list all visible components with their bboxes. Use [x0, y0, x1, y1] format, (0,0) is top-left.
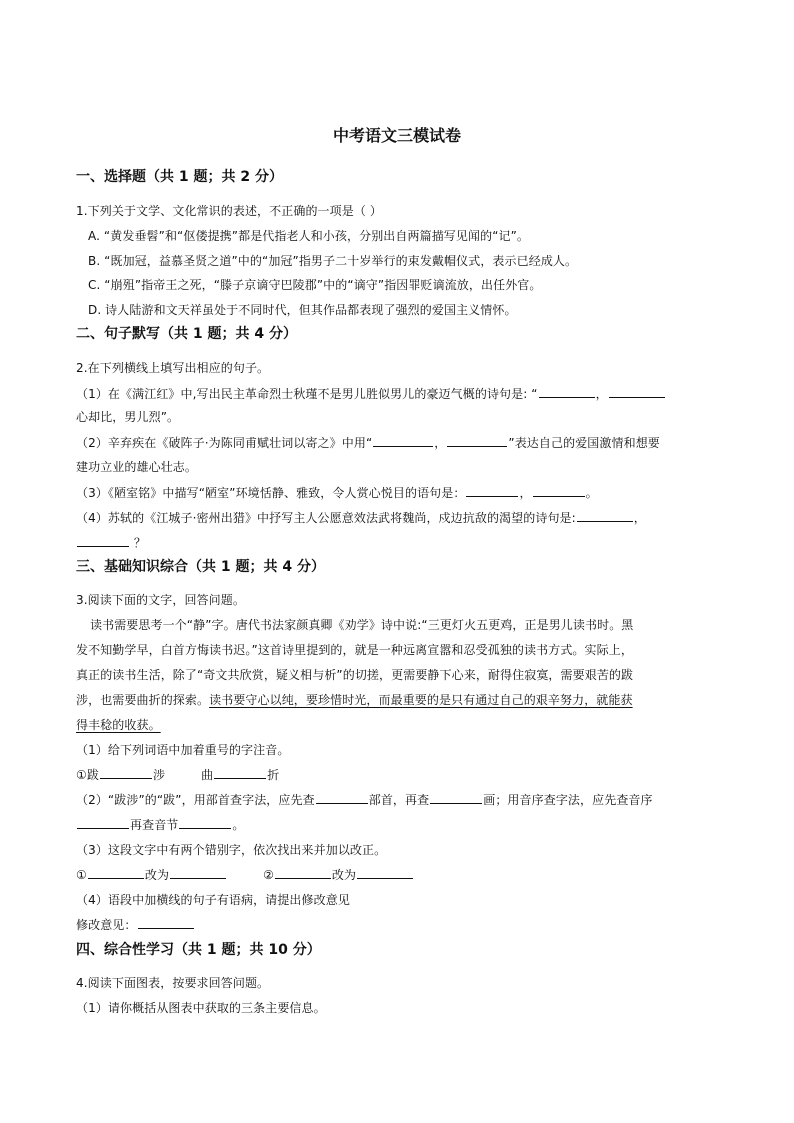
answer-blank[interactable]: [179, 814, 231, 829]
page-title: 中考语文三模试卷: [332, 126, 461, 145]
question-3-sub-2-cont: 再查音节 。: [76, 814, 720, 836]
question-1-option-c: C. “崩殂”指帝王之死，“滕子京谪守巴陵郡”中的“谪守”指因罪贬谪流放，出任外官。: [88, 278, 542, 292]
question-1-option-a: A. “黄发垂髫”和“伛偻提携”都是代指老人和小孩，分别出自两篇描写见闻的“记”。: [88, 229, 530, 243]
answer-blank[interactable]: [357, 864, 413, 879]
answer-blank[interactable]: [533, 482, 585, 497]
section-1-heading: 一、选择题（共 1 题；共 2 分）: [76, 169, 283, 185]
answer-blank[interactable]: [214, 764, 266, 779]
passage-line-3: 真正的读书生活，除了“奇文共欣赏，疑义相与析”的切搓，更需要静下心来，耐得住寂寞，需要艰苦的跋: [76, 668, 634, 682]
answer-blank[interactable]: [539, 383, 595, 398]
answer-blank[interactable]: [77, 532, 129, 547]
question-3-sub-3: （3）这段文字中有两个错别字，依次找出来并加以改正。: [76, 843, 387, 857]
question-4-stem: 4.阅读下面图表，按要求回答问题。: [76, 976, 270, 990]
question-1-option-b: B. “既加冠，益慕圣贤之道”中的“加冠”指男子二十岁举行的束发戴帽仪式，表示已经成人。: [88, 254, 578, 268]
answer-blank[interactable]: [77, 814, 129, 829]
question-3-sub-3-answers: ① 改为 ② 改为: [76, 864, 720, 886]
answer-blank[interactable]: [609, 383, 665, 398]
question-3-stem: 3.阅读下面的文字，回答问题。: [76, 593, 245, 607]
question-4-sub-1: （1）请你概括从图表中获取的三条主要信息。: [76, 1001, 326, 1015]
answer-blank[interactable]: [316, 789, 368, 804]
question-3-sub-4: （4）语段中加横线的句子有语病，请提出修改意见: [76, 893, 350, 907]
question-1-option-d: D. 诗人陆游和文天祥虽处于不同时代，但其作品都表现了强烈的爱国主义情怀。: [88, 303, 517, 317]
answer-blank[interactable]: [373, 432, 433, 447]
passage-line-2: 发不知勤学早，白首方悔读书迟。”这首诗里提到的，就是一种远离宣嚣和忍受孤独的读书方式。实际上，: [76, 643, 633, 657]
answer-blank[interactable]: [100, 764, 152, 779]
answer-blank[interactable]: [170, 864, 226, 879]
answer-blank[interactable]: [275, 864, 331, 879]
question-2-item-1: （1）在《满江红》中,写出民主革命烈士秋瑾不是男儿胜似男儿的豪迈气概的诗句是: “ ，: [76, 383, 720, 405]
answer-blank[interactable]: [466, 482, 518, 497]
passage-line-4: 涉，也需要曲折的探索。读书要守心以纯，要珍惜时光，而最重要的是只有通过自己的艰辛努力，就能获: [76, 693, 633, 707]
question-3-sub-2: （2）“跋涉”的“跋”，用部首查字法，应先查 部首，再查 画；用音序查字法，应先查音序: [76, 789, 720, 811]
question-2-item-2-cont: 建功立业的雄心壮志。: [76, 460, 198, 474]
question-2-item-3: （3）《陋室铭》中描写“陋室”环境恬静、雅致，令人赏心悦目的语句是： ， 。: [76, 482, 720, 504]
underlined-sentence: 读书要守心以纯，要珍惜时光，而最重要的是只有通过自己的艰辛努力，就能获: [209, 693, 633, 707]
passage-line-5: [76, 714, 720, 736]
question-3-sub-4-answer: 修改意见：: [76, 914, 720, 936]
answer-blank[interactable]: [430, 789, 482, 804]
passage-line-1: 读书需要思考一个“静”字。唐代书法家颜真卿《劝学》诗中说:“三更灯火五更鸡，正是男儿读书时。黑: [90, 618, 634, 632]
question-1-stem: 1.下列关于文学、文化常识的表述，不正确的一项是（ ）: [76, 204, 382, 218]
answer-blank[interactable]: [138, 914, 194, 929]
question-2-item-1-cont: 心却比，男儿烈”。: [76, 410, 180, 424]
answer-blank[interactable]: [577, 507, 633, 522]
question-3-sub-1: （1）给下列词语中加着重号的字注音。: [76, 743, 290, 757]
question-3-sub-1-answers: ①跋 涉 曲 折: [76, 764, 720, 786]
section-2-heading: 二、句子默写（共 1 题；共 4 分）: [76, 326, 297, 342]
answer-blank[interactable]: [447, 432, 507, 447]
section-3-heading: 三、基础知识综合（共 1 题；共 4 分）: [76, 559, 325, 575]
question-2-item-4: （4）苏轼的《江城子·密州出猎》中抒写主人公愿意效法武将魏尚，戍边抗敌的渴望的诗句是: ，: [76, 507, 720, 529]
answer-blank[interactable]: [88, 864, 144, 879]
question-2-stem: 2.在下列横线上填写出相应的句子。: [76, 361, 270, 375]
question-2-item-4-cont: ？: [76, 532, 720, 554]
underlined-sentence-cont: 得丰稔的收获。: [76, 718, 161, 732]
question-2-item-2: （2）辛弃疾在《破阵子·为陈同甫赋壮词以寄之》中用“ ， ”表达自己的爱国激情和想要: [76, 432, 720, 454]
section-4-heading: 四、综合性学习（共 1 题；共 10 分）: [76, 942, 321, 958]
